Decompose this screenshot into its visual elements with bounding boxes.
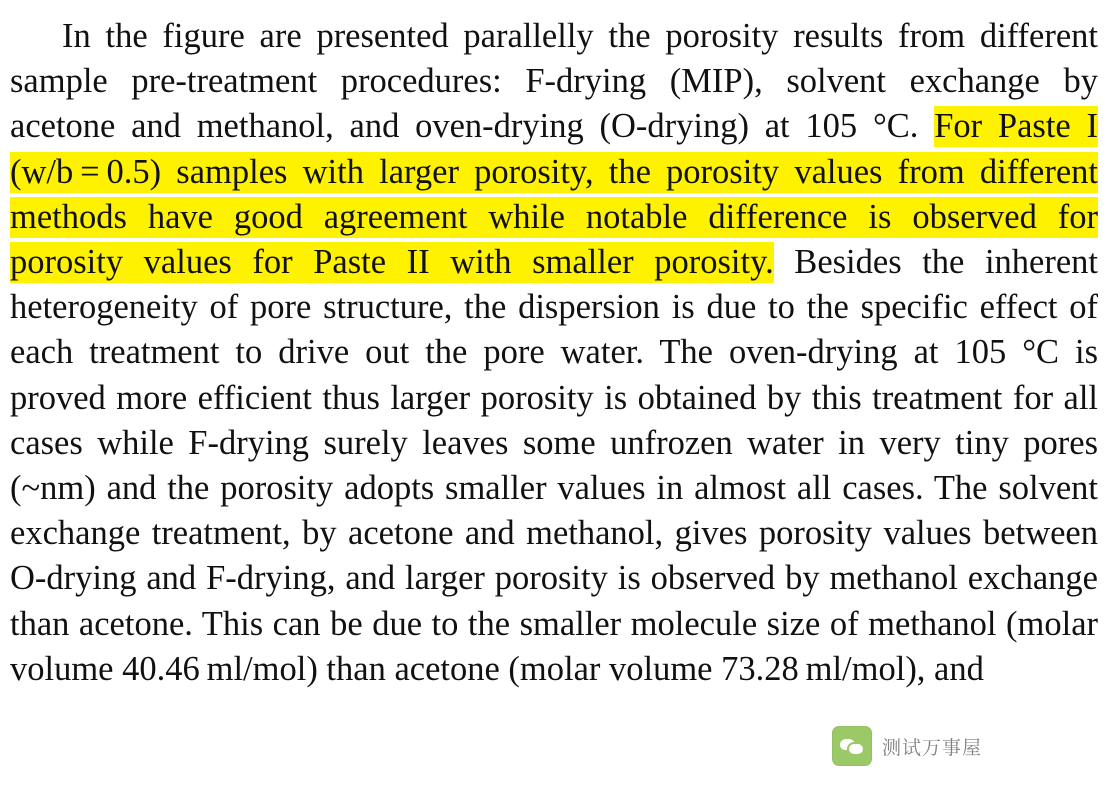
paragraph-segment-plain-lead: In the figure are presented parallelly the porosity results from different sample pre-treatment procedures: F-drying (MIP), solvent exchange by acetone and methanol, and oven-drying (O-drying) at 105 °C. (10, 17, 1098, 146)
body-paragraph (10, 14, 1098, 692)
paragraph-segment-highlighted: For Paste I (w/b = 0.5) samples with larger porosity, the porosity values from different methods have good agreement while notable difference is observed for porosity values for Paste II with smaller porosity. (10, 107, 1098, 282)
watermark-label: 测试万事屋 (882, 736, 983, 759)
watermark-logo-icon (832, 726, 872, 766)
watermark (832, 710, 1100, 782)
paragraph-segment-plain-tail: Besides the inherent heterogeneity of pore structure, the dispersion is due to the specific effect of each treatment to drive out the pore water. The oven-drying at 105 °C is proved more efficient thus larger porosity is obtained by this treatment for all cases while F-drying surely leaves some unfrozen water in very tiny pores (~nm) and the porosity adopts smaller values in almost all cases. The solvent exchange treatment, by acetone and methanol, gives porosity values between O-drying and F-drying, and larger porosity is observed by methanol exchange than acetone. This can be due to the smaller molecule size of methanol (molar volume 40.46 ml/mol) than acetone (molar volume 73.28 ml/mol), and (10, 243, 1098, 688)
